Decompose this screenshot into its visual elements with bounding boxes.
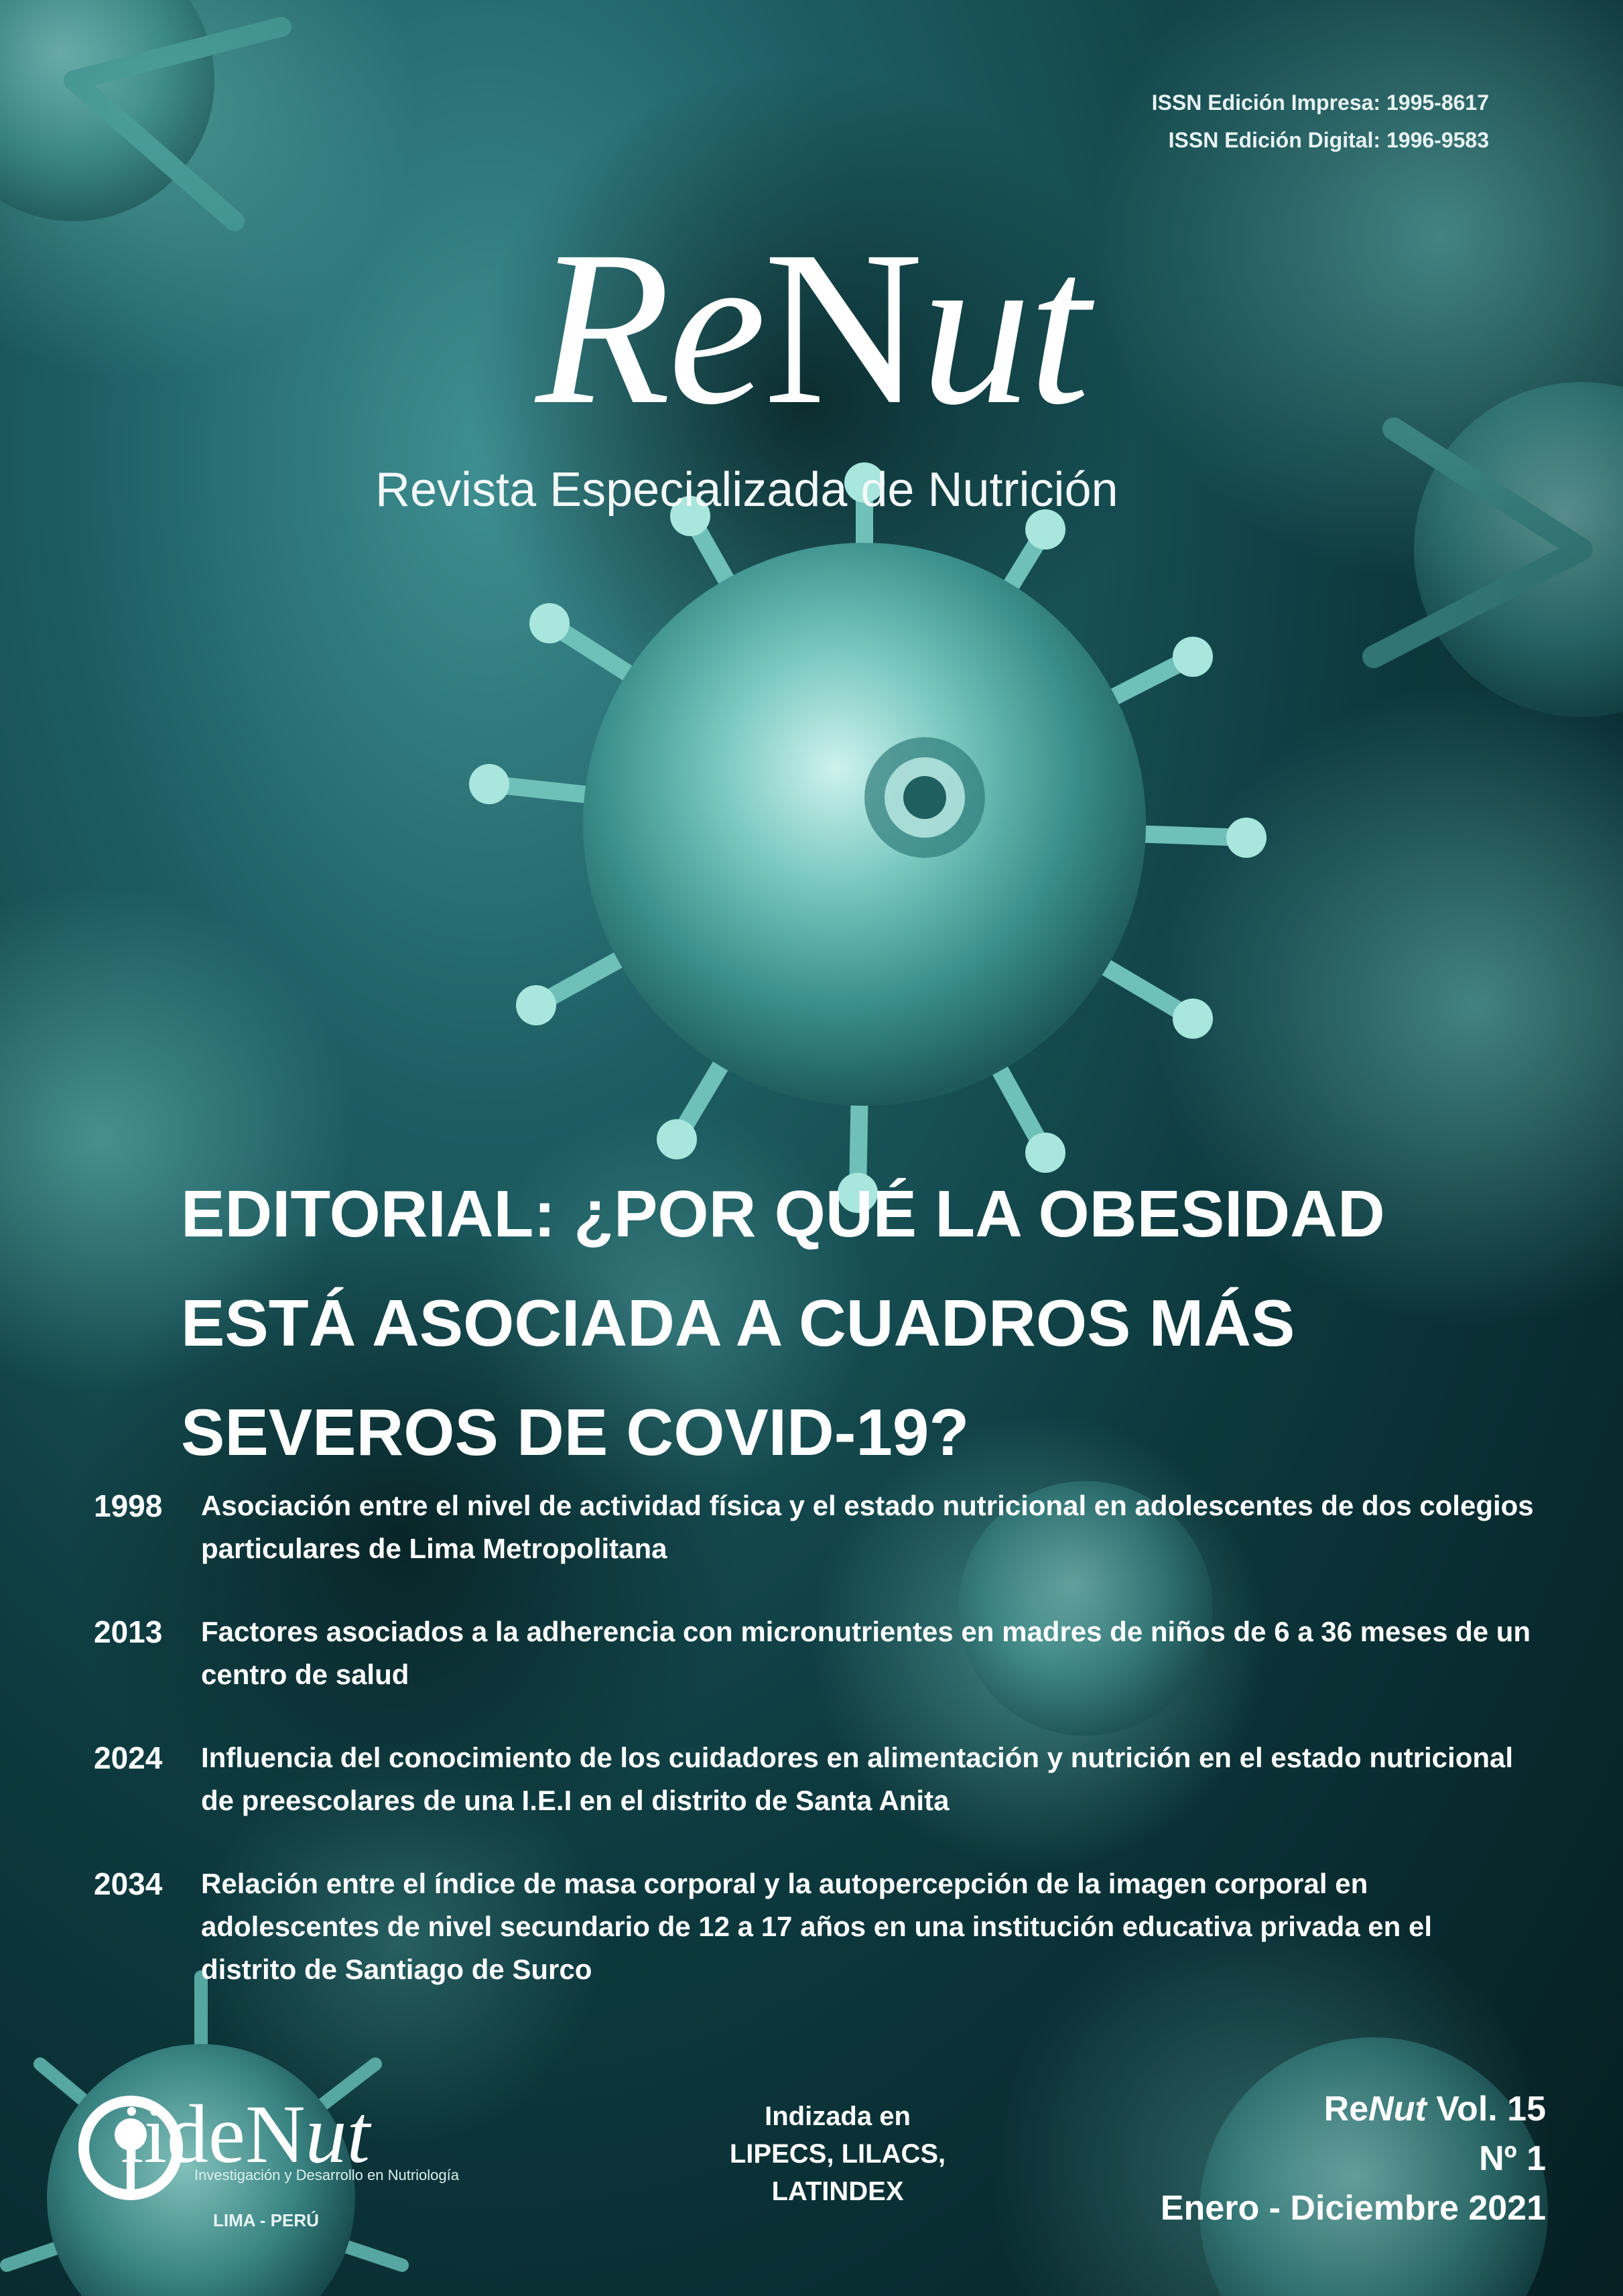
logo-re: Re — [535, 206, 764, 450]
toc-page-number: 2013 — [94, 1614, 163, 1649]
publisher-name-iide: iide — [121, 2088, 245, 2180]
issue-volume-number: Vol. 15 — [1426, 2090, 1546, 2128]
issue-period: Enero - Diciembre 2021 — [1160, 2189, 1546, 2228]
toc-item — [94, 1736, 1535, 1822]
publisher-tagline: Investigación y Desarrollo en Nutriología — [194, 2167, 459, 2183]
toc-article-title: Factores asociados a la adherencia con micronutrientes en madres de niños de 6 a 36 meses de un centro de salud — [201, 1616, 1531, 1690]
toc-item — [94, 1862, 1535, 1991]
toc-page-number: 2034 — [94, 1866, 163, 1901]
publisher-name-n: N — [245, 2088, 306, 2180]
toc-item — [94, 1484, 1535, 1570]
indexing-info — [670, 2098, 1005, 2210]
issue-volume — [1161, 2084, 1546, 2134]
toc-article-title: Relación entre el índice de masa corporal y la autopercepción de la imagen corporal en adolescentes de nivel secundario de 12 a 17 años en una institución educativa privada en el distrito de Santiago de Surco — [201, 1868, 1432, 1985]
issn-digital: ISSN Edición Digital: 1996-9583 — [1168, 128, 1489, 152]
issue-journal-n: N — [1368, 2090, 1394, 2128]
journal-subtitle: Revista Especializada de Nutrición — [375, 463, 1118, 517]
logo-n: N — [763, 206, 921, 450]
issn-print: ISSN Edición Impresa: 1995-8617 — [1151, 90, 1489, 115]
indexing-line-1: Indizada en — [765, 2102, 911, 2131]
issue-journal-re: Re — [1323, 2090, 1369, 2128]
headline-line-3: SEVEROS DE COVID-19? — [181, 1395, 970, 1469]
headline-line-2: ESTÁ ASOCIADA A CUADROS MÁS — [181, 1286, 1295, 1360]
table-of-contents — [94, 1484, 1535, 2031]
issue-info — [1161, 2084, 1546, 2233]
toc-item — [94, 1610, 1535, 1696]
indexing-line-3: LATINDEX — [771, 2177, 904, 2206]
editorial-headline — [181, 1159, 1488, 1487]
issn-block — [1152, 84, 1489, 159]
toc-page-number: 2024 — [94, 1740, 163, 1775]
toc-article-title: Asociación entre el nivel de actividad física y el estado nutricional en adolescentes de dos colegios particulares de Lima Metropolitana — [201, 1490, 1534, 1564]
logo-ut: ut — [920, 206, 1088, 450]
publisher-location: LIMA - PERÚ — [213, 2210, 319, 2230]
issue-number: Nº 1 — [1479, 2139, 1546, 2178]
toc-article-title: Influencia del conocimiento de los cuidadores en alimentación y nutrición en el estado nutricional de preescolares de una I.E.I en el distrito de Santa Anita — [201, 1742, 1514, 1816]
toc-page-number: 1998 — [94, 1488, 163, 1523]
journal-logo — [0, 201, 1623, 456]
issue-journal-ut: ut — [1393, 2090, 1427, 2128]
headline-line-1: EDITORIAL: ¿POR QUÉ LA OBESIDAD — [181, 1177, 1385, 1251]
indexing-line-2: LIPECS, LILACS, — [729, 2139, 946, 2169]
publisher-name-ut: ut — [305, 2088, 370, 2180]
